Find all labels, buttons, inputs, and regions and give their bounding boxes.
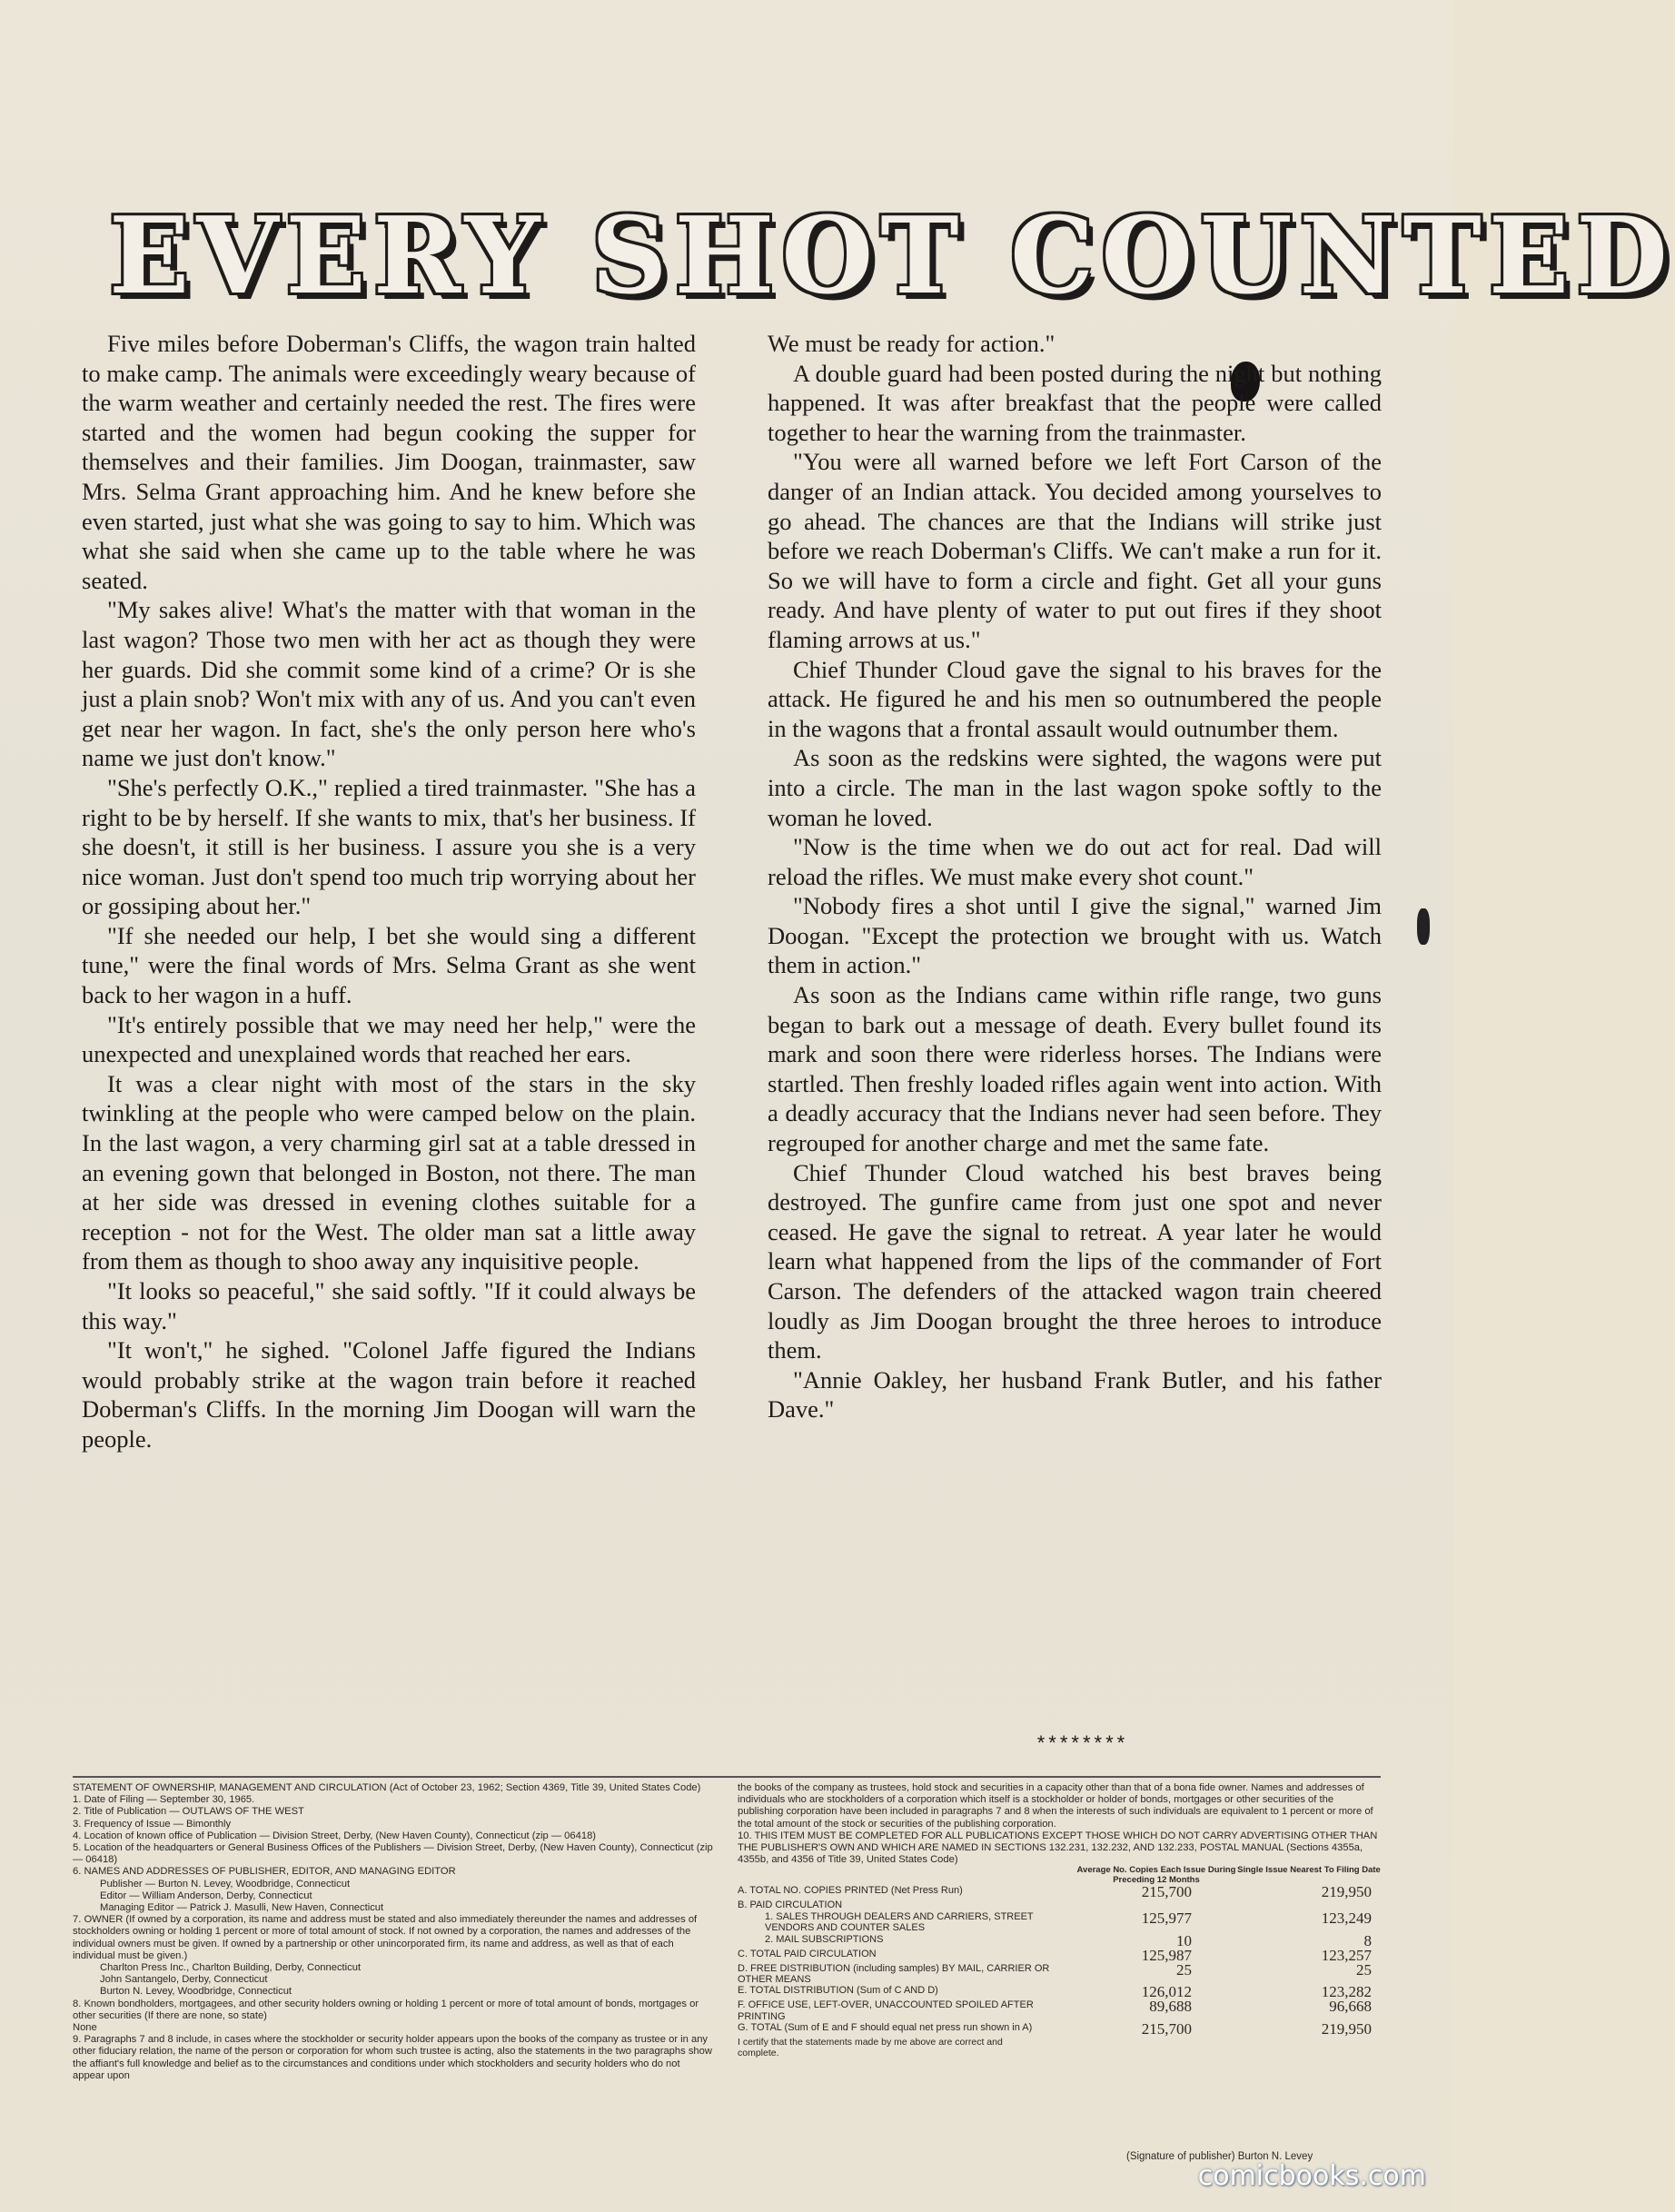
- single-issue-value: 123,257: [1321, 1946, 1372, 1964]
- story-paragraph: A double guard had been posted during the night but nothing happened. It was after breakfast that the people were called together to hear the warning from the trainmaster.: [768, 359, 1382, 446]
- circulation-row: [738, 2022, 1381, 2037]
- average-value: 10: [1176, 1931, 1192, 1949]
- average-value: 126,012: [1141, 1983, 1192, 2001]
- story-paragraph: As soon as the Indians came within rifle range, two guns began to bark out a message of death. Every bullet found its mark and soon there were riderless horses. The Indians were startled. Then freshly loaded rifles again went into action. With a deadly accuracy that the Indians never had seen before. They regrouped for another charge and met the same fate.: [768, 981, 1382, 1157]
- circulation-table-header: [738, 1866, 1381, 1885]
- story-paragraph: "Nobody fires a shot until I give the signal," warned Jim Doogan. "Except the protection we brought with us. Watch them in action.": [768, 892, 1382, 979]
- statement-item: 2. Title of Publication — OUTLAWS OF THE WEST: [73, 1806, 304, 1818]
- story-paragraph: As soon as the redskins were sighted, the wagons were put into a circle. The man in the last wagon spoke softly to the woman he loved.: [768, 744, 1382, 831]
- story-column-left: [82, 329, 696, 1454]
- circulation-row: [738, 1900, 1381, 1910]
- statement-item: 7. OWNER (If owned by a corporation, its name and address must be stated and also immediately thereunder the names and addresses of stockholders owning or holding 1 percent or more of total amount of stock. If not owned by a corporation, the names and addresses of the individual owners must be given. If owned by a partnership or other unincorporated firm, its name and address, as well as that of each individual must be given.): [73, 1914, 698, 1961]
- single-issue-value: 8: [1363, 1931, 1372, 1949]
- average-value: 89,688: [1149, 1998, 1192, 2016]
- circulation-row: [738, 1946, 1381, 1964]
- story-paragraph: Chief Thunder Cloud gave the signal to his braves for the attack. He figured he and his men so outnumbered the people in the wagons that a frontal assault would outnumber them.: [768, 655, 1382, 742]
- average-value: 125,977: [1141, 1909, 1192, 1927]
- single-issue-value: 219,950: [1321, 2020, 1372, 2038]
- circulation-row: [738, 1911, 1381, 1934]
- story-column-right: [768, 329, 1382, 1424]
- average-value: 215,700: [1141, 1883, 1192, 1901]
- story-paragraph: "Annie Oakley, her husband Frank Butler, and his father Dave.": [768, 1365, 1382, 1423]
- circulation-label: C. TOTAL PAID CIRCULATION: [738, 1948, 877, 1959]
- story-paragraph: "My sakes alive! What's the matter with that woman in the last wagon? Those two men with her act as though they were her guards. Did she commit some kind of a crime? Or is she just a plain snob? Won't mix with any of us. And you can't even get near her wagon. In fact, she's the only person here who's name we just don't know.": [82, 596, 696, 772]
- story-paragraph: "If she needed our help, I bet she would sing a different tune," were the final words of Mrs. Selma Grant as she went back to her wagon in a huff.: [82, 921, 696, 1009]
- statement-item: Charlton Press Inc., Charlton Building, Derby, Connecticut: [100, 1962, 362, 1974]
- circulation-row: [738, 1999, 1381, 2022]
- ownership-statement-right: [738, 1782, 1381, 2058]
- statement-item: Editor — William Anderson, Derby, Connecticut: [100, 1890, 312, 1901]
- watermark: comicbooks.com: [1197, 2160, 1426, 2192]
- ownership-statement-left: [73, 1782, 714, 2082]
- story-paragraph: "You were all warned before we left Fort Carson of the danger of an Indian attack. You decided among yourselves to go ahead. The chances are that the Indians will strike just before we reach Doberman's Cliffs. We can't make a run for it. So we will have to form a circle and fight. Get all your guns ready. And have plenty of water to put out fires if they shoot flaming arrows at us.": [768, 448, 1382, 653]
- circulation-table: [738, 1885, 1381, 2037]
- statement-item: 9. Paragraphs 7 and 8 include, in cases where the stockholder or security holder appears upon the books of the company as trustee or in any other fiduciary relation, the name of the person or corporation for whom such trustee is acting, also the statements in the two paragraphs show the affiant's full knowledge and belief as to the circumstances and conditions under which stockholders and security holders who do not appear upon: [73, 2034, 712, 2081]
- circulation-label: F. OFFICE USE, LEFT-OVER, UNACCOUNTED SPOILED AFTER PRINTING: [738, 1999, 1034, 2022]
- statement-item: 6. NAMES AND ADDRESSES OF PUBLISHER, EDITOR, AND MANAGING EDITOR: [73, 1866, 456, 1878]
- circulation-row: [738, 1885, 1381, 1900]
- circulation-label: D. FREE DISTRIBUTION (including samples) BY MAIL, CARRIER OR OTHER MEANS: [738, 1962, 1050, 1986]
- single-issue-value: 25: [1356, 1960, 1372, 1979]
- story-paragraph: It was a clear night with most of the stars in the sky twinkling at the people who were camped below on the plain. In the last wagon, a very charming girl sat at a table dressed in an evening gown that belonged in Boston, not there. The man at her side was dressed in evening clothes suitable for a reception - not for the West. The older man sat a little away from them as though to shoo away any inquisitive people.: [82, 1069, 696, 1275]
- divider: [73, 1776, 1381, 1778]
- circulation-row: [738, 1985, 1381, 1999]
- single-issue-value: 123,282: [1321, 1983, 1372, 2001]
- story-paragraph: "Now is the time when we do out act for real. Dad will reload the rifles. We must make every shot count.": [768, 833, 1382, 890]
- story-continuation: We must be ready for action.": [768, 330, 1056, 357]
- statement-item: John Santangelo, Derby, Connecticut: [100, 1974, 268, 1986]
- statement-item: STATEMENT OF OWNERSHIP, MANAGEMENT AND CIRCULATION (Act of October 23, 1962; Section 4369, Title 39, United States Code): [73, 1782, 701, 1793]
- statement-item: 10. THIS ITEM MUST BE COMPLETED FOR ALL PUBLICATIONS EXCEPT THOSE WHICH DO NOT CARRY ADVERTISING OTHER THAN THE PUBLISHER'S OWN AND WHICH ARE NAMED IN SECTIONS 132.231, 132.232, AND 132.233, POSTAL MANUAL (Sections 4355a, 4355b, and 4356 of Title 39, United States Code): [738, 1830, 1378, 1866]
- story-paragraph: "She's perfectly O.K.," replied a tired trainmaster. "She has a right to be by herself. If she wants to mix, that's her business. If she doesn't, it still is her business. I assure you she is a very nice woman. Just don't spend too much trip worrying about her or gossiping about her.": [82, 773, 696, 920]
- statement-item: 5. Location of the headquarters or General Business Offices of the Publishers — Division Street, Derby, (New Haven County), Connecticut (zip — 06418): [73, 1842, 713, 1866]
- story-paragraph: "It won't," he sighed. "Colonel Jaffe figured the Indians would probably strike at the wagon train before it reached Doberman's Cliffs. In the morning Jim Doogan will warn the people.: [82, 1336, 696, 1453]
- circulation-label: A. TOTAL NO. COPIES PRINTED (Net Press Run): [738, 1885, 963, 1897]
- col-average-header: Average No. Copies Each Issue During Preceding 12 Months: [1076, 1865, 1236, 1885]
- circulation-row: [738, 1960, 1381, 1986]
- ink-blot: [1417, 908, 1430, 945]
- story-title: EVERY SHOT COUNTED: [109, 194, 1675, 318]
- single-issue-value: 96,668: [1329, 1998, 1372, 2016]
- certification: I certify that the statements made by me above are correct and complete.: [738, 2037, 1003, 2059]
- single-issue-value: 219,950: [1321, 1883, 1372, 1901]
- circulation-label: E. TOTAL DISTRIBUTION (Sum of C AND D): [738, 1985, 938, 1997]
- circulation-row: [738, 1931, 1381, 1949]
- statement-item: 3. Frequency of Issue — Bimonthly: [73, 1818, 232, 1830]
- statement-item: Burton N. Levey, Woodbridge, Connecticut: [100, 1986, 292, 1998]
- statement-item: the books of the company as trustees, hold stock and securities in a capacity other than that of a bona fide owner. Names and addresses of individuals who are stockholders of a corporation which itself is a stockholder or holder of bonds, mortgages or other securities of the publishing corporation have been included in paragraphs 7 and 8 when the interests of such individuals are equivalent to 1 percent or more of the total amount of the stock or securities of the publishing corporation.: [738, 1782, 1373, 1830]
- story-paragraph: Chief Thunder Cloud watched his best braves being destroyed. The gunfire came from just one spot and never ceased. He gave the signal to retreat. A year later he would learn what happened from the lips of the commander of Fort Carson. The defenders of the attacked wagon train cheered loudly as Jim Doogan brought the three heroes to introduce them.: [768, 1158, 1382, 1364]
- publisher-signature: (Signature of publisher) Burton N. Levey: [1126, 2151, 1313, 2162]
- average-value: 25: [1176, 1960, 1192, 1979]
- single-issue-value: 123,249: [1321, 1909, 1372, 1927]
- circulation-label: 1. SALES THROUGH DEALERS AND CARRIERS, STREET VENDORS AND COUNTER SALES: [765, 1910, 1034, 1934]
- story-paragraph: "It looks so peaceful," she said softly. "If it could always be this way.": [82, 1277, 696, 1334]
- statement-item: Managing Editor — Patrick J. Masulli, New Haven, Connecticut: [100, 1902, 384, 1914]
- circulation-label: G. TOTAL (Sum of E and F should equal net press run shown in A): [738, 2022, 1033, 2034]
- story-paragraph: Five miles before Doberman's Cliffs, the wagon train halted to make camp. The animals were exceedingly weary because of the warm weather and certainly needed the rest. The fires were started and the women had begun cooking the supper for themselves and their families. Jim Doogan, trainmaster, saw Mrs. Selma Grant approaching him. And he knew before she even started, just what she was going to say to him. Which was what she said when she came up to the table where he was seated.: [82, 330, 696, 594]
- end-marks: ********: [1036, 1731, 1129, 1754]
- statement-item: None: [73, 2022, 97, 2034]
- average-value: 215,700: [1141, 2020, 1192, 2038]
- average-value: 125,987: [1141, 1946, 1192, 1964]
- circulation-label: B. PAID CIRCULATION: [738, 1900, 843, 1911]
- col-single-header: Single Issue Nearest To Filing Date: [1237, 1865, 1381, 1876]
- statement-item: 1. Date of Filing — September 30, 1965.: [73, 1794, 255, 1806]
- statement-item: 4. Location of known office of Publication — Division Street, Derby, (New Haven County), Connecticut (zip — 06418): [73, 1830, 597, 1841]
- story-paragraph: "It's entirely possible that we may need her help," were the unexpected and unexplained words that reached her ears.: [82, 1010, 696, 1068]
- circulation-label: 2. MAIL SUBSCRIPTIONS: [765, 1933, 884, 1945]
- statement-item: Publisher — Burton N. Levey, Woodbridge, Connecticut: [100, 1878, 351, 1890]
- statement-item: 8. Known bondholders, mortgagees, and other security holders owning or holding 1 percent or more of total amount of bonds, mortgages or other securities (If there are none, so state): [73, 1998, 699, 2021]
